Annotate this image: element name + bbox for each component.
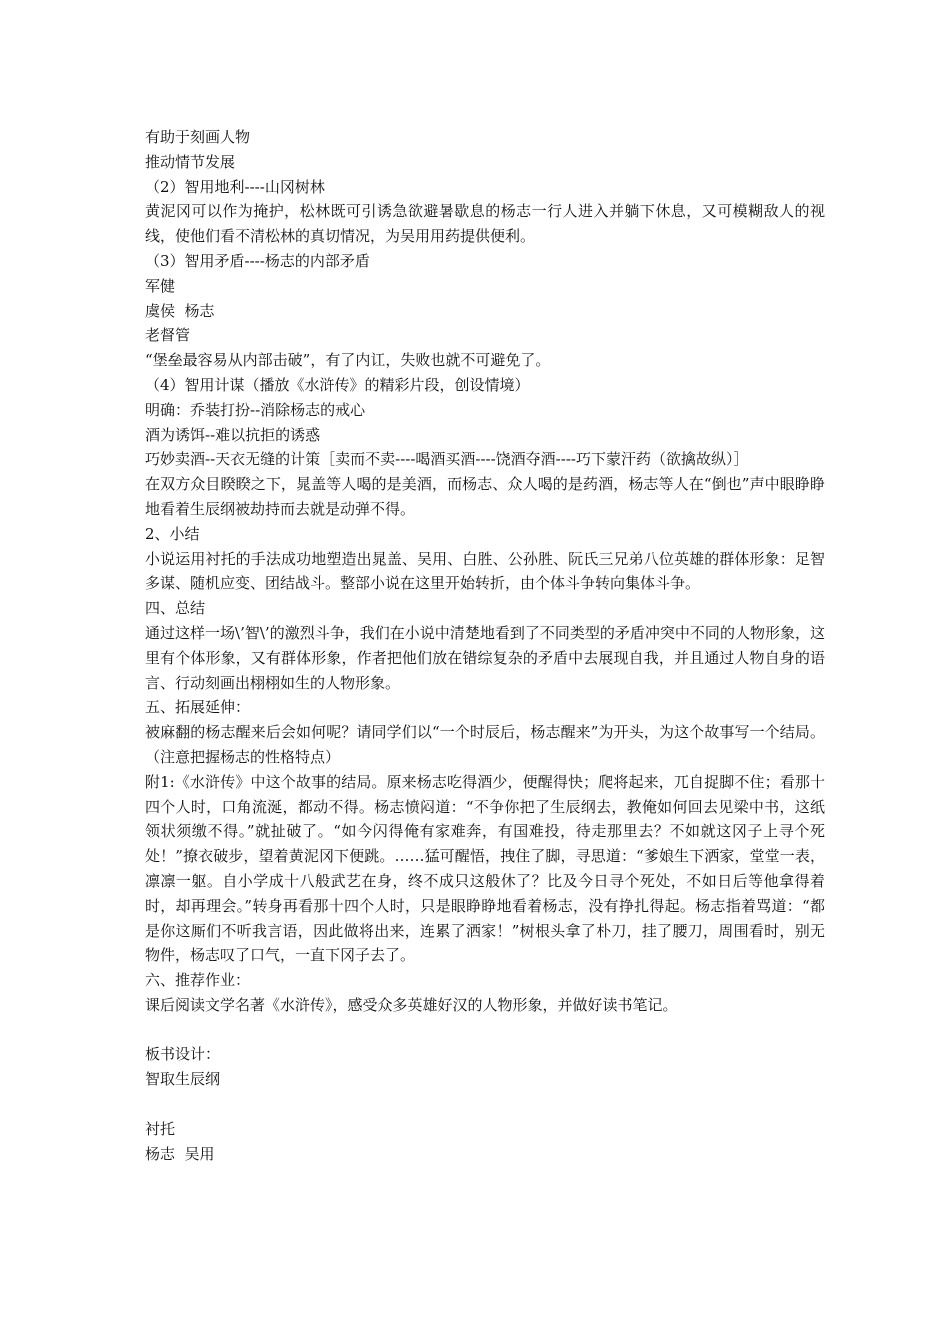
blank-line	[145, 1018, 825, 1043]
section-heading: 五、拓展延伸：	[145, 698, 251, 717]
section-heading: 2、小结	[145, 524, 200, 543]
paragraph: 课后阅读文学名著《水浒传》，感受众多英雄好汉的人物形象，并做好读书笔记。	[145, 995, 678, 1014]
board-title: 智取生辰纲	[145, 1070, 221, 1089]
paragraph: 在双方众目睽睽之下，晁盖等人喝的是美酒，而杨志、众人喝的是药酒，杨志等人在“倒也”声中眼睁睁地看着生辰纲被劫持而去就是动弹不得。	[145, 475, 825, 518]
document-page	[145, 125, 825, 1166]
text-line: 老督管	[145, 326, 191, 345]
section-heading: （2）智用地利----山冈树林	[145, 177, 325, 196]
text-line: 有助于刻画人物	[145, 128, 251, 146]
text-line: 杨志 吴用	[145, 1144, 215, 1163]
paragraph: “堡垒最容易从内部击破”，有了内讧，失败也就不可避免了。	[145, 351, 551, 370]
text-line: 衬托	[145, 1119, 176, 1138]
text-line: 明确：乔装打扮--消除杨志的戒心	[145, 400, 366, 419]
section-heading: 四、总结	[145, 599, 206, 618]
text-line: 虞侯 杨志	[145, 301, 215, 320]
section-heading: 板书设计：	[145, 1045, 221, 1064]
blank-line	[145, 1092, 825, 1117]
paragraph: 通过这样一场\’智\’的激烈斗争，我们在小说中清楚地看到了不同类型的矛盾冲突中不同的人物形象，这里有个体形象，又有群体形象，作者把他们放在错综复杂的矛盾中去展现自我，并且通过人物自身的语言、行动刻画出栩栩如生的人物形象。	[145, 623, 825, 692]
text-line: 酒为诱饵--难以抗拒的诱惑	[145, 425, 321, 444]
section-heading: 六、推荐作业：	[145, 971, 251, 990]
paragraph: 黄泥冈可以作为掩护，松林既可引诱急欲避暑歇息的杨志一行人进入并躺下休息，又可模糊敌人的视线，使他们看不清松林的真切情况，为吴用用药提供便利。	[145, 202, 825, 246]
section-heading: （4）智用计谋（播放《水浒传》的精彩片段，创设情境）	[145, 375, 530, 394]
section-heading: （3）智用矛盾----杨志的内部矛盾	[145, 251, 370, 270]
text-line: 推动情节发展	[145, 152, 236, 171]
paragraph: 附1:《水浒传》中这个故事的结局。原来杨志吃得酒少，便醒得快；爬将起来，兀自捉脚不住；看那十四个人时，口角流涎，都动不得。杨志愤闷道：“不争你把了生辰纲去，教俺如何回去见梁中书，这纸领状须缴不得。”就扯破了。“如今闪得俺有家难奔，有国难投，待走那里去？不如就这冈子上寻个死处！”撩衣破步，望着黄泥冈下便跳。……猛可醒悟，拽住了脚，寻思道：“爹娘生下洒家，堂堂一表，凛凛一躯。自小学成十八般武艺在身，终不成只这般休了？比及今日寻个死处，不如日后等他拿得着时，却再理会。”转身再看那十四个人时，只是眼睁睁地看着杨志，没有挣扎得起。杨志指着骂道：“都是你这厮们不听我言语，因此做将出来，连累了洒家！”树根头拿了朴刀，挂了腰刀，周围看时，别无物件，杨志叹了口气，一直下冈子去了。	[145, 772, 825, 965]
paragraph: 被麻翻的杨志醒来后会如何呢？请同学们以“一个时辰后，杨志醒来”为开头，为这个故事写一个结局。（注意把握杨志的性格特点）	[145, 723, 825, 766]
paragraph: 巧妙卖酒--天衣无缝的计策［卖而不卖----喝酒买酒----饶酒夺酒----巧下蒙汗药（欲擒故纵）］	[145, 450, 749, 469]
paragraph: 小说运用衬托的手法成功地塑造出晁盖、吴用、白胜、公孙胜、阮氏三兄弟八位英雄的群体形象：足智多谋、随机应变、团结战斗。整部小说在这里开始转折，由个体斗争转向集体斗争。	[145, 549, 825, 593]
text-line: 军健	[145, 276, 176, 295]
